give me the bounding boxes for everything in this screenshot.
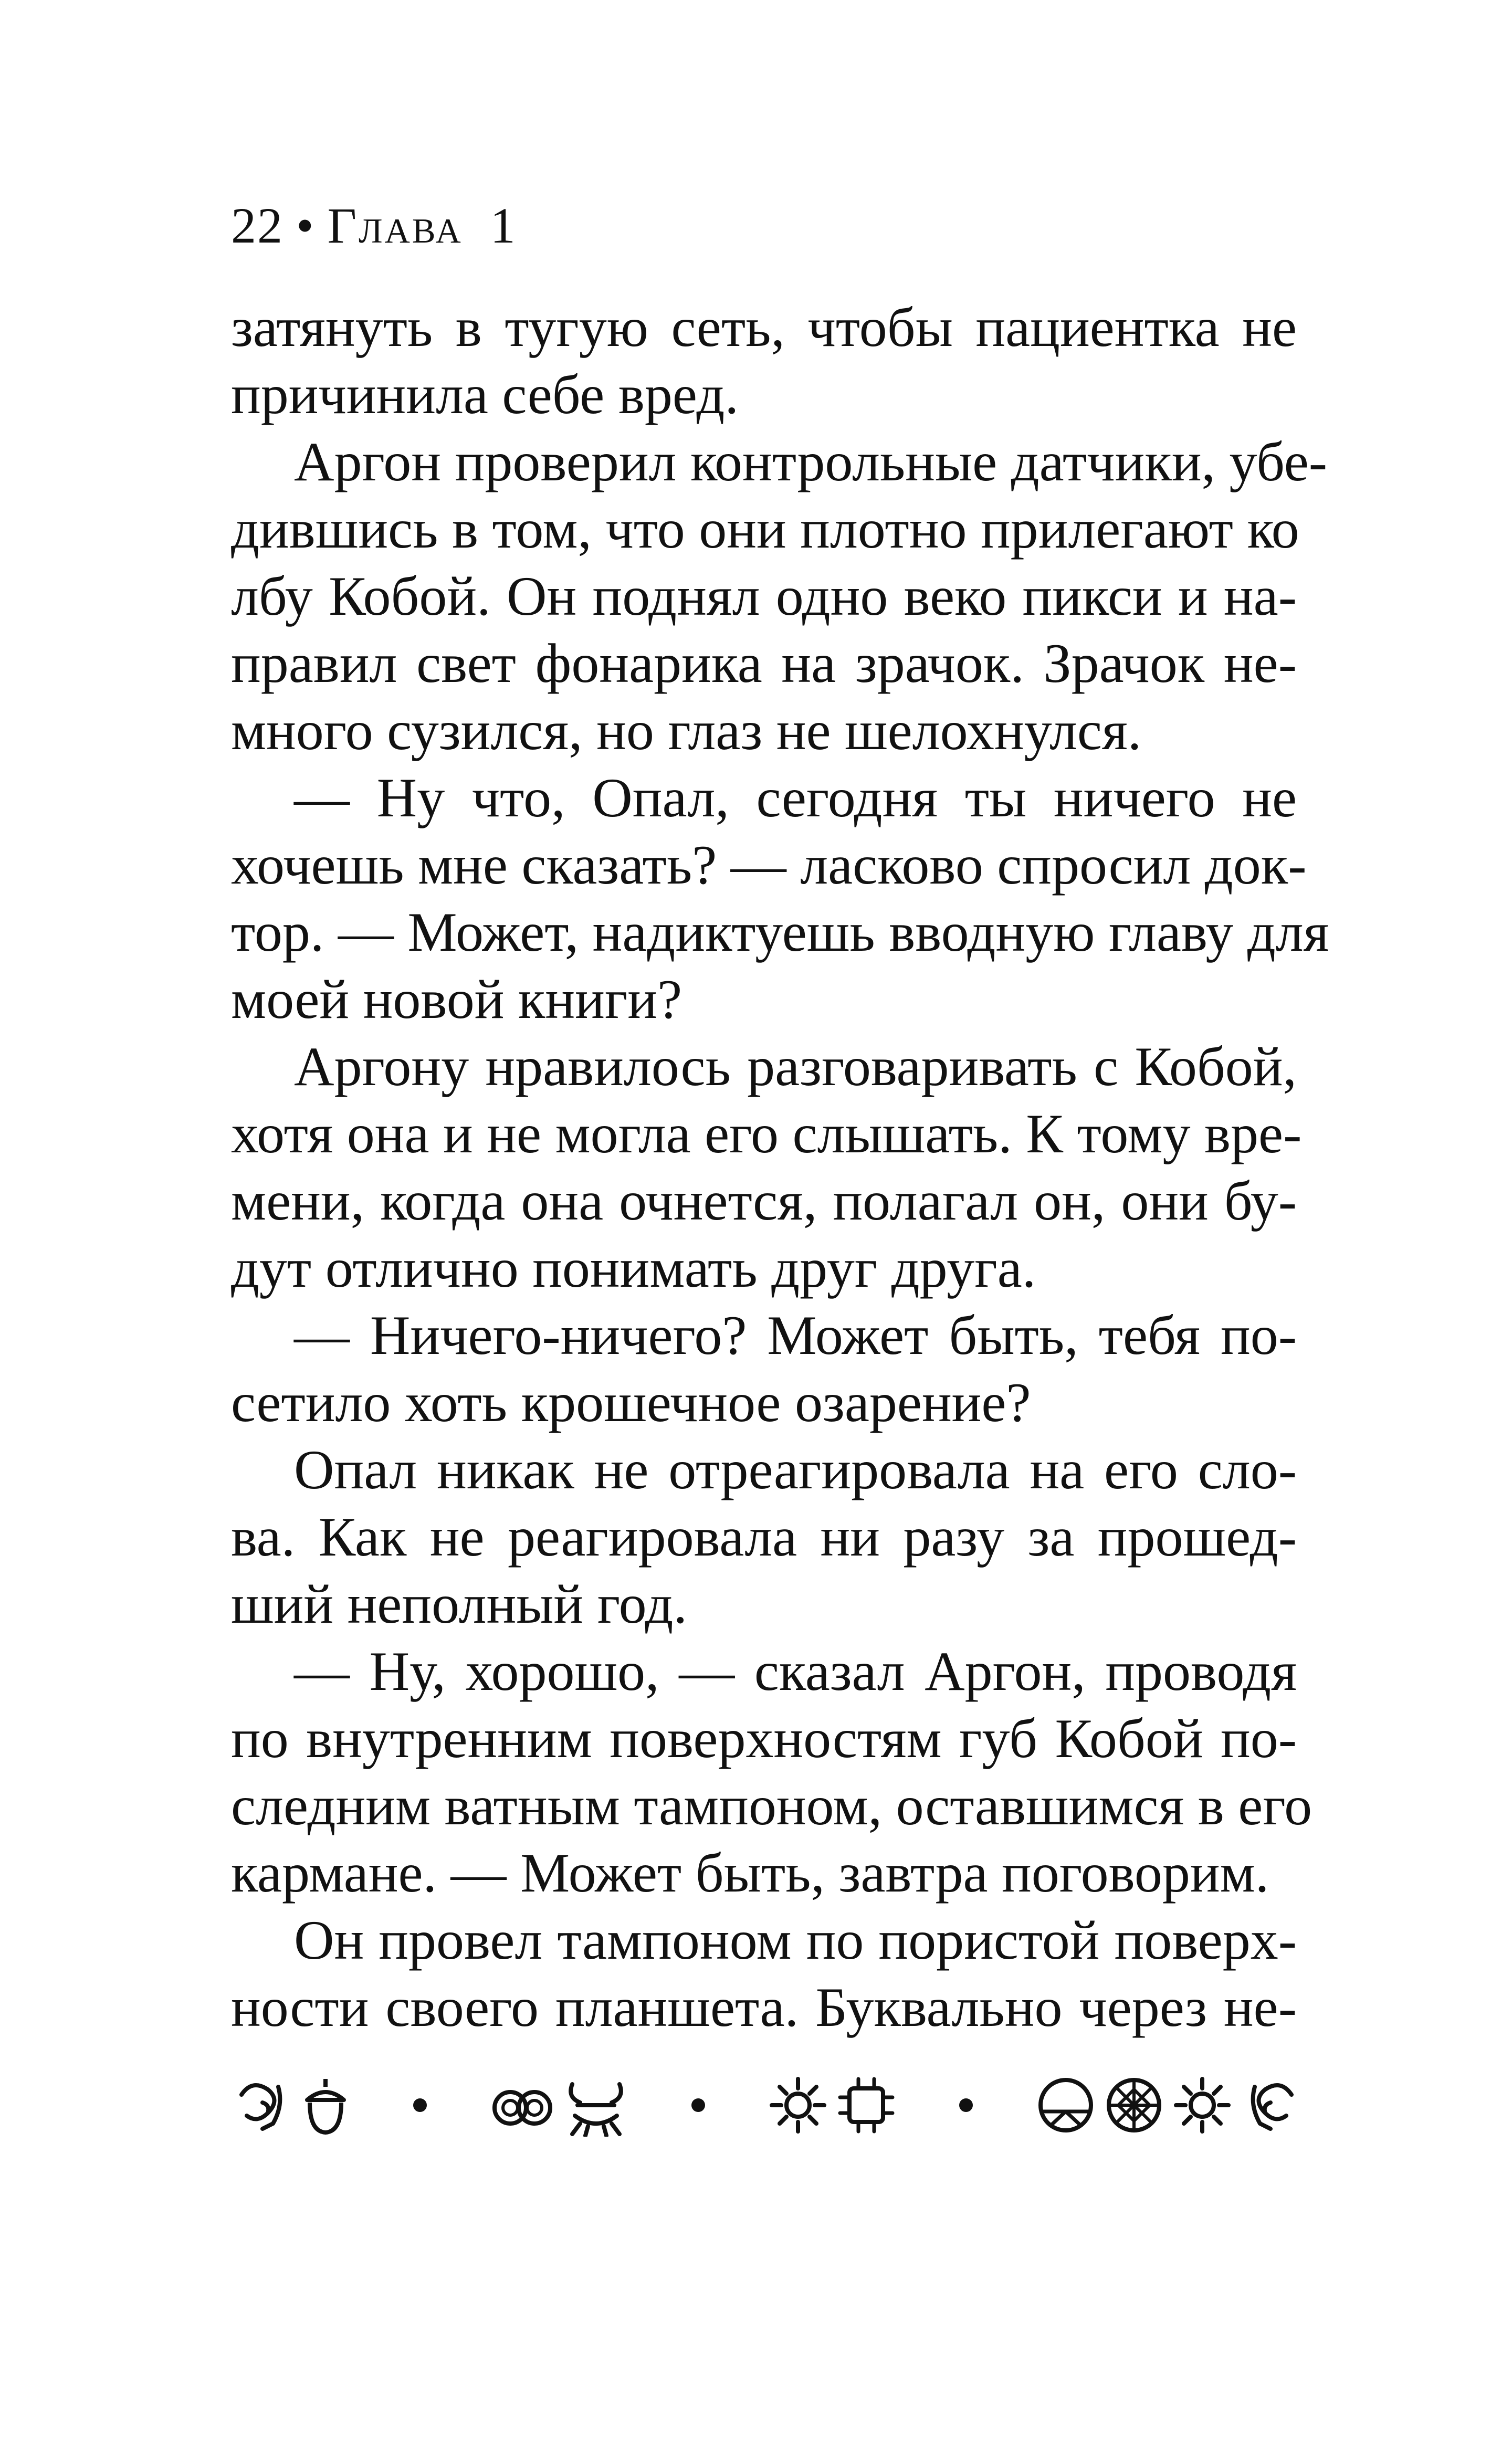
text-line: хочешь мне сказать? — ласково спросил док- <box>231 834 1307 896</box>
text-line: лбу Кобой. Он поднял одно веко пикси и на- <box>231 565 1297 627</box>
text-line: по внутренним поверхностям губ Кобой по- <box>231 1708 1297 1769</box>
footer-ornament <box>231 2061 1302 2150</box>
text-line: затянуть в тугую сеть, чтобы пациентка не <box>231 297 1297 358</box>
chapter-number: 1 <box>490 197 517 254</box>
swirl-glyph-icon <box>231 2074 294 2137</box>
text-line: Он провел тампоном по пористой поверх- <box>294 1909 1297 1971</box>
chapter-word: Глава <box>327 197 463 254</box>
star-wheel-glyph-icon <box>1102 2074 1166 2137</box>
running-head <box>231 194 517 257</box>
ornament-group-3 <box>766 2074 898 2137</box>
text-line: ности своего планшета. Буквально через не- <box>231 1977 1297 2038</box>
text-line: — Ну, хорошо, — сказал Аргон, проводя <box>294 1641 1297 1702</box>
text-line: — Ну что, Опал, сегодня ты ничего не <box>294 767 1297 828</box>
text-line: дут отлично понимать друг друга. <box>231 1237 1036 1299</box>
text-line: ва. Как не реагировала ни разу за прошед- <box>231 1506 1297 1568</box>
text-line: моей новой книги? <box>231 969 682 1030</box>
acorn-glyph-icon <box>299 2074 352 2137</box>
text-line: причинила себе вред. <box>231 364 739 425</box>
text-line: ший неполный год. <box>231 1573 687 1635</box>
ornament-dot <box>959 2098 973 2112</box>
swirl-glyph-icon <box>1239 2074 1302 2137</box>
page-number: 22 <box>231 197 284 254</box>
text-line: сетило хоть крошечное озарение? <box>231 1372 1031 1433</box>
text-line: Опал никак не отреагировала на его сло- <box>294 1439 1297 1500</box>
text-line: Аргону нравилось разговаривать с Кобой, <box>294 1036 1297 1097</box>
text-line: кармане. — Может быть, завтра поговорим. <box>231 1842 1269 1904</box>
text-line: Аргон проверил контрольные датчики, убе- <box>294 431 1328 492</box>
sun-glyph-icon <box>1171 2074 1234 2137</box>
text-line: дившись в том, что они плотно прилегают ко <box>231 498 1299 560</box>
infinity-glyph-icon <box>488 2074 556 2137</box>
text-line: — Ничего-ничего? Может быть, тебя по- <box>294 1305 1297 1366</box>
text-line: хотя она и не могла его слышать. К тому вре- <box>231 1103 1302 1164</box>
running-head-separator: • <box>296 197 315 254</box>
text-line: следним ватным тампоном, оставшимся в его <box>231 1775 1312 1836</box>
chip-glyph-icon <box>835 2074 898 2137</box>
crab-glyph-icon <box>562 2074 630 2137</box>
text-line: правил свет фонарика на зрачок. Зрачок не- <box>231 633 1297 694</box>
ornament-dot <box>413 2098 427 2112</box>
body-text <box>231 294 1329 2041</box>
sun-glyph-icon <box>766 2074 830 2137</box>
circle-glyph-icon <box>1034 2074 1097 2137</box>
ornament-group-1 <box>231 2074 352 2137</box>
text-line: тор. — Может, надиктуешь вводную главу для <box>231 901 1329 963</box>
text-line: много сузился, но глаз не шелохнулся. <box>231 700 1142 761</box>
ornament-group-2 <box>488 2074 630 2137</box>
ornament-dot <box>691 2098 705 2112</box>
text-line: мени, когда она очнется, полагал он, они бу- <box>231 1170 1297 1232</box>
ornament-group-4 <box>1034 2074 1302 2137</box>
